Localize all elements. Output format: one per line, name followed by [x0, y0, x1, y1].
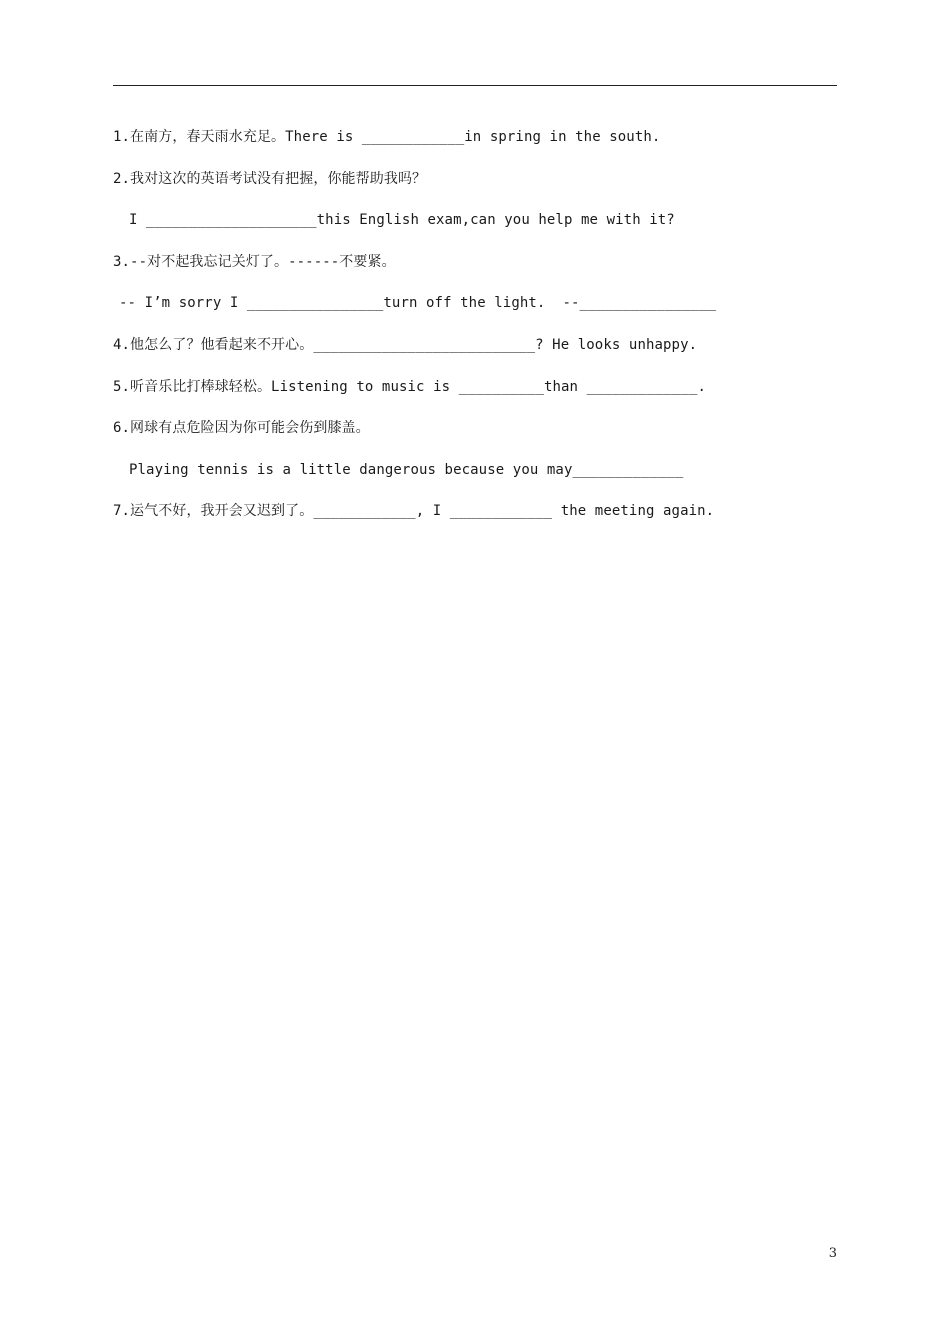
question-2-answer: I ____________________this English exam,can you help me with it?: [129, 212, 675, 229]
question-6-prompt: 6.网球有点危险因为你可能会伤到膝盖。: [113, 420, 370, 437]
question-6-answer: Playing tennis is a little dangerous because you may_____________: [129, 461, 684, 478]
question-7: 7.运气不好，我开会又迟到了。____________, I ____________ the meeting again.: [113, 503, 715, 520]
page-number: 3: [828, 1246, 837, 1261]
question-5: 5.听音乐比打棒球轻松。Listening to music is __________than _____________.: [113, 378, 707, 395]
question-2-prompt: 2.我对这次的英语考试没有把握，你能帮助我吗？: [113, 170, 427, 187]
exercise-list: [113, 122, 837, 538]
question-4: 4.他怎么了？他看起来不开心。__________________________? He looks unhappy.: [113, 336, 698, 353]
header-rule: [113, 85, 837, 86]
question-1: 1.在南方，春天雨水充足。There is ____________in spring in the south.: [113, 129, 661, 145]
question-3-answer: -- I’m sorry I ________________turn off the light. --________________: [119, 295, 717, 312]
question-3-prompt: 3.--对不起我忘记关灯了。------不要紧。: [113, 253, 396, 270]
